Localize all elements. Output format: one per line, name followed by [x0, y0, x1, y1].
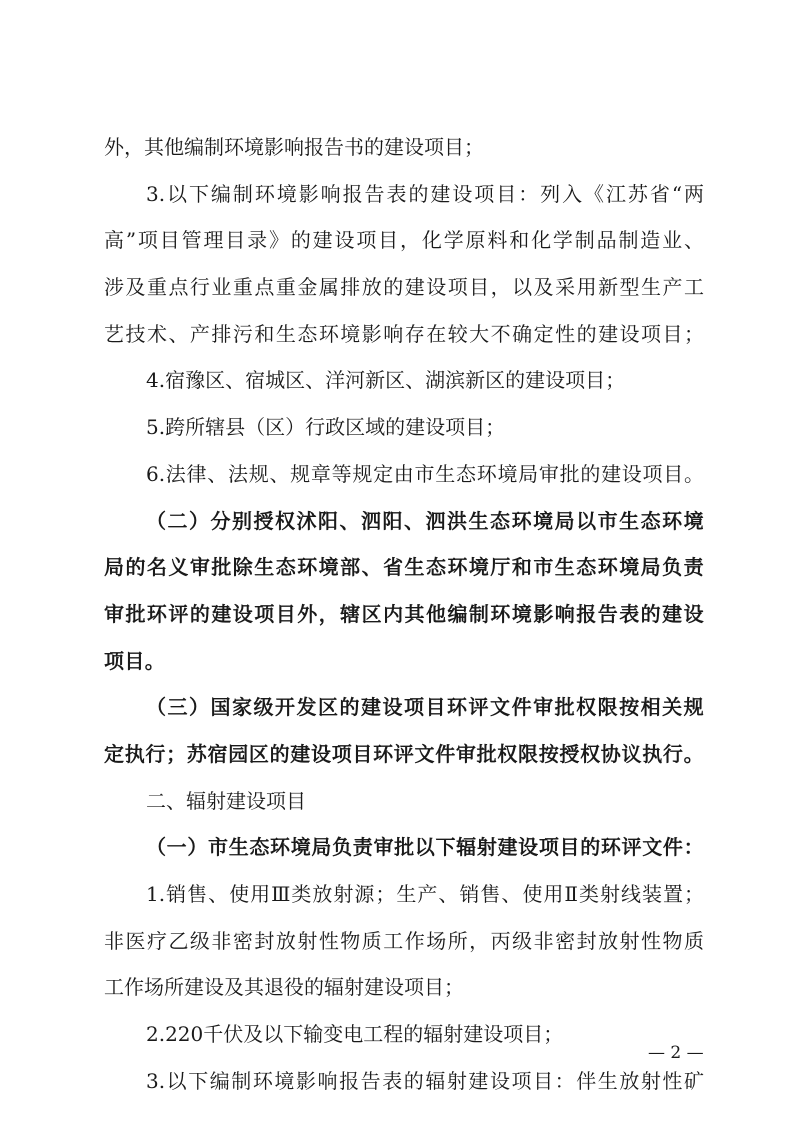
- heading-line: （一）市生态环境局负责审批以下辐射建设项目的环评文件：: [146, 835, 704, 860]
- section-heading: 二、辐射建设项目: [146, 788, 306, 813]
- text-line: 高”项目管理目录》的建设项目，化学原料和化学制品制造业、: [104, 228, 704, 253]
- heading-line: （三）国家级开发区的建设项目环评文件审批权限按相关规: [146, 695, 704, 720]
- text-line: 4.宿豫区、宿城区、洋河新区、湖滨新区的建设项目；: [146, 368, 626, 393]
- text-line: 3.以下编制环境影响报告表的辐射建设项目：伴生放射性矿: [146, 1068, 704, 1093]
- text-line: 工作场所建设及其退役的辐射建设项目；: [104, 975, 464, 1000]
- text-line: 1.销售、使用Ⅲ类放射源；生产、销售、使用Ⅱ类射线装置；: [146, 882, 704, 906]
- heading-line: （二）分别授权沭阳、泗阳、泗洪生态环境局以市生态环境: [146, 508, 704, 533]
- page-number: — 2 —: [648, 1043, 704, 1063]
- text-line: 涉及重点行业重点重金属排放的建设项目，以及采用新型生产工: [104, 275, 704, 300]
- text-line: 非医疗乙级非密封放射性物质工作场所，丙级非密封放射性物质: [104, 928, 704, 953]
- text-line: 6.法律、法规、规章等规定由市生态环境局审批的建设项目。: [146, 461, 704, 486]
- text-line: 艺技术、产排污和生态环境影响存在较大不确定性的建设项目；: [104, 321, 704, 346]
- body-text: [104, 124, 704, 1104]
- text-line: 外，其他编制环境影响报告书的建设项目；: [104, 135, 484, 159]
- heading-line: 局的名义审批除生态环境部、省生态环境厅和市生态环境局负责: [104, 555, 704, 580]
- heading-line: 项目。: [104, 648, 166, 673]
- text-line: 3.以下编制环境影响报告表的建设项目：列入《江苏省“两: [146, 181, 704, 206]
- heading-line: 审批环评的建设项目外，辖区内其他编制环境影响报告表的建设: [104, 601, 704, 626]
- heading-line: 定执行；苏宿园区的建设项目环评文件审批权限按授权协议执行。: [104, 741, 704, 766]
- text-line: 2.220千伏及以下输变电工程的辐射建设项目；: [146, 1022, 564, 1047]
- text-line: 5.跨所辖县（区）行政区域的建设项目；: [146, 415, 506, 440]
